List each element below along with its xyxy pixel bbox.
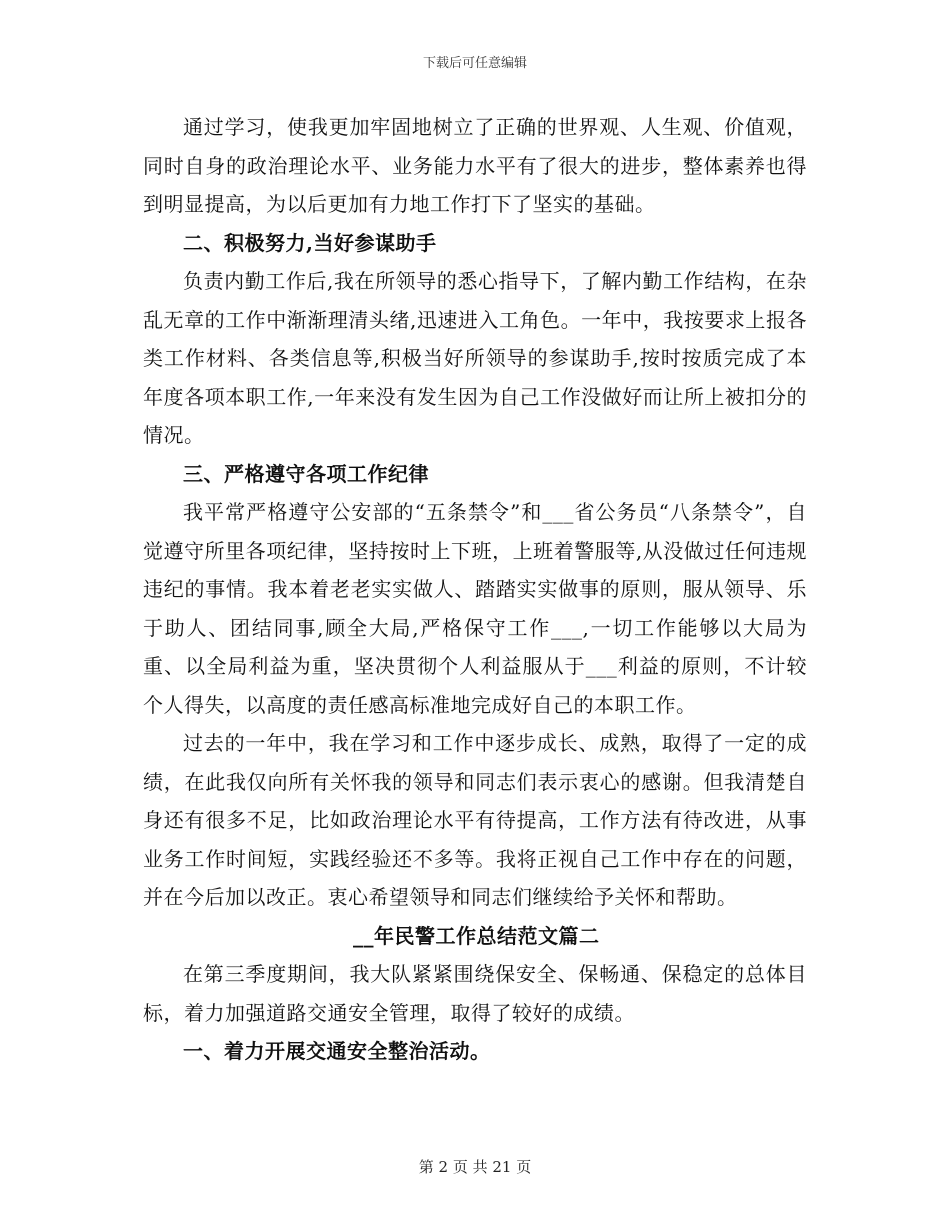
page-header: 下载后可任意编辑 [422,56,527,71]
paragraph-study: 通过学习，使我更加牢固地树立了正确的世界观、人生观、价值观，同时自身的政治理论水平、业务能力水平有了很大的进步，整体素养也得到明显提高，为以后更加有力地工作打下了坚实的基础。 [143,115,807,216]
section-heading-3: 三、严格遵守各项工作纪律 [183,461,429,486]
paragraph-third-quarter: 在第三季度期间，我大队紧紧围绕保安全、保畅通、保稳定的总体目标，着力加强道路交通安全管理，取得了较好的成绩。 [143,962,807,1025]
page-number-footer: 第 2 页 共 21 页 [418,1158,532,1176]
paragraph-discipline: 我平常严格遵守公安部的“五条禁令”和___省公务员“八条禁令”，自觉遵守所里各项纪律，坚持按时上下班，上班着警服等,从没做过任何违规违纪的事情。我本着老老实实做人、踏踏实实做事的原则，服从领导、乐于助人、团结同事,顾全大局,严格保守工作___,一切工作能够以大局为重、以全局利益为重，坚决贯彻个人利益服从于___利益的原则，不计较个人得失，以高度的责任感高标准地完成好自己的本职工作。 [143,500,807,717]
paragraph-internal-work: 负责内勤工作后,我在所领导的悉心指导下，了解内勤工作结构，在杂乱无章的工作中渐渐理清头绪,迅速进入工角色。一年中，我按要求上报各类工作材料、各类信息等,积极当好所领导的参谋助手,按时按质完成了本年度各项本职工作,一年来没有发生因为自己工作没做好而让所上被扣分的情况。 [143,269,807,447]
paragraph-summary: 过去的一年中，我在学习和工作中逐步成长、成熟，取得了一定的成绩，在此我仅向所有关怀我的领导和同志们表示衷心的感谢。但我清楚自身还有很多不足，比如政治理论水平有待提高，工作方法有待改进，从事业务工作时间短，实践经验还不多等。我将正视自己工作中存在的问题，并在今后加以改正。衷心希望领导和同志们继续给予关怀和帮助。 [143,731,807,909]
section-heading-2: 二、积极努力,当好参谋助手 [183,230,437,255]
section-heading-1: 一、着力开展交通安全整治活动。 [183,1039,491,1063]
article-title-2: __年民警工作总结范文篇二 [353,923,600,948]
document-body [143,108,807,1071]
